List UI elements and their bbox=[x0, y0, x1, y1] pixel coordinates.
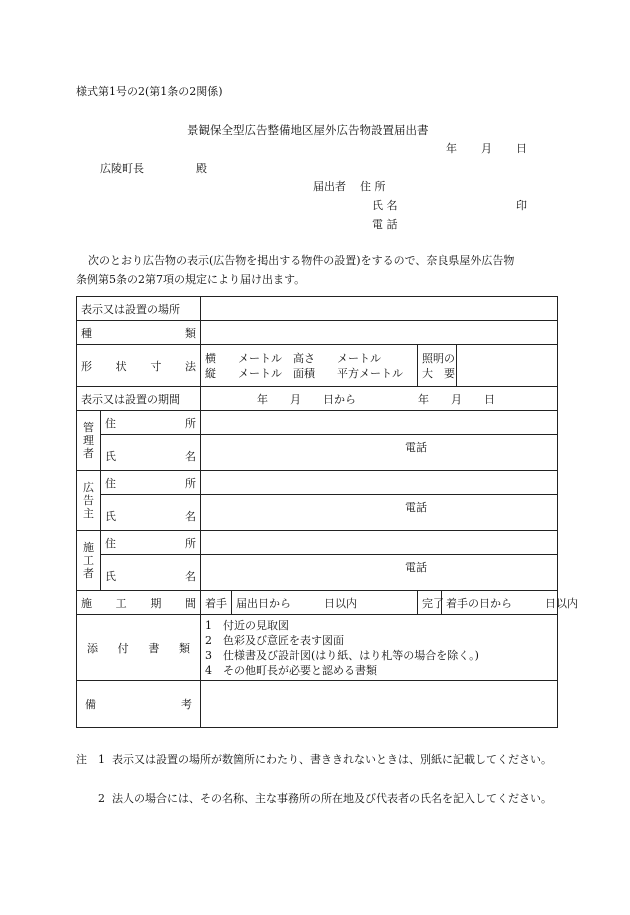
manager-name-field[interactable] bbox=[201, 435, 558, 471]
attachment-item: 1 付近の見取図 bbox=[205, 618, 289, 632]
form-table bbox=[76, 296, 578, 728]
period-to: 年 月 日 bbox=[418, 392, 495, 406]
attachment-item: 3 仕様書及び設計図(はり紙、はり札等の場合を除く。) bbox=[205, 648, 479, 662]
contractor-label: 施 工 者 bbox=[77, 531, 101, 591]
lighting-field[interactable] bbox=[457, 345, 558, 387]
manager-address-field[interactable] bbox=[201, 411, 558, 435]
date-year-label: 年 bbox=[446, 142, 457, 155]
form-number: 様式第1号の2(第1条の2関係) bbox=[76, 85, 223, 98]
date-month-label: 月 bbox=[481, 142, 492, 155]
note-2 bbox=[76, 789, 556, 808]
notes-label: 注 bbox=[76, 753, 87, 766]
complete-label: 完了 bbox=[418, 591, 442, 615]
advertiser-name-row bbox=[77, 495, 558, 531]
manager-label: 管 理 者 bbox=[77, 411, 101, 471]
contractor-address-row bbox=[77, 531, 558, 555]
attachment-item: 2 色彩及び意匠を表す図面 bbox=[205, 633, 344, 647]
advertiser-name-label: 氏 名 bbox=[101, 495, 201, 531]
remarks-label: 備 考 bbox=[77, 681, 201, 728]
attachment-item: 4 その他町長が必要と認める書類 bbox=[205, 663, 377, 677]
shape-row bbox=[77, 345, 558, 387]
shape-dimensions-field[interactable] bbox=[201, 345, 418, 387]
period-field[interactable] bbox=[201, 387, 558, 411]
location-field[interactable] bbox=[201, 297, 558, 321]
note-1 bbox=[76, 750, 556, 769]
note-1-number: 1 bbox=[98, 753, 105, 766]
addressee: 広陵町長 bbox=[100, 162, 144, 175]
lighting-label: 照明の 大 要 bbox=[418, 345, 457, 387]
intro-line-2: 条例第5条の2第7項の規定により届け出ます。 bbox=[76, 273, 306, 286]
applicant-name-label: 氏 名 bbox=[372, 199, 398, 212]
manager-name-row bbox=[77, 435, 558, 471]
manager-name-label: 氏 名 bbox=[101, 435, 201, 471]
manager-address-label: 住 所 bbox=[101, 411, 201, 435]
attachments-list bbox=[201, 615, 558, 681]
document-title: 景観保全型広告整備地区屋外広告物設置届出書 bbox=[187, 123, 429, 137]
date-day-label: 日 bbox=[516, 142, 527, 155]
contractor-name-label: 氏 名 bbox=[101, 555, 201, 591]
type-row bbox=[77, 321, 558, 345]
contractor-name-row bbox=[77, 555, 558, 591]
remarks-field[interactable] bbox=[201, 681, 558, 728]
attachments-row bbox=[77, 615, 558, 681]
type-label: 種 類 bbox=[77, 321, 201, 345]
applicant-address-label: 住 所 bbox=[360, 180, 386, 193]
type-field[interactable] bbox=[201, 321, 558, 345]
advertiser-address-label: 住 所 bbox=[101, 471, 201, 495]
note-2-text: 法人の場合には、その名称、主な事務所の所在地及び代表者の氏名を記入してください。 bbox=[112, 792, 552, 805]
location-row bbox=[77, 297, 558, 321]
manager-phone-label: 電話 bbox=[405, 441, 427, 454]
start-field[interactable]: 届出日から 日以内 bbox=[232, 591, 418, 615]
contractor-phone-label: 電話 bbox=[405, 561, 427, 574]
honorific: 殿 bbox=[196, 162, 207, 175]
advertiser-address-row bbox=[77, 471, 558, 495]
attachments-label: 添 付 書 類 bbox=[77, 615, 201, 681]
period-from: 年 月 日から bbox=[257, 392, 356, 406]
note-1-text: 表示又は設置の場所が数箇所にわたり、書ききれないときは、別紙に記載してください。 bbox=[112, 753, 552, 766]
intro-line-1: 次のとおり広告物の表示(広告物を掲出する物件の設置)をするので、奈良県屋外広告物 bbox=[88, 254, 515, 267]
contractor-address-label: 住 所 bbox=[101, 531, 201, 555]
shape-row-2: 縦 メートル 面積 平方メートル bbox=[205, 366, 403, 380]
location-label: 表示又は設置の場所 bbox=[77, 297, 201, 321]
shape-row-1: 横 メートル 高さ メートル bbox=[205, 351, 381, 365]
construction-period-label: 施 工 期 間 bbox=[77, 591, 201, 615]
manager-address-row bbox=[77, 411, 558, 435]
period-label: 表示又は設置の期間 bbox=[77, 387, 201, 411]
applicant-label: 届出者 bbox=[313, 180, 346, 193]
shape-label: 形 状 寸 法 bbox=[77, 345, 201, 387]
contractor-address-field[interactable] bbox=[201, 531, 558, 555]
advertiser-label: 広 告 主 bbox=[77, 471, 101, 531]
complete-field[interactable]: 着手の日から 日以内 bbox=[442, 591, 558, 615]
advertiser-name-field[interactable] bbox=[201, 495, 558, 531]
construction-period-row bbox=[77, 591, 558, 615]
seal-label: 印 bbox=[516, 199, 527, 212]
period-row bbox=[77, 387, 558, 411]
note-2-number: 2 bbox=[98, 792, 105, 805]
advertiser-phone-label: 電話 bbox=[405, 501, 427, 514]
contractor-name-field[interactable] bbox=[201, 555, 558, 591]
applicant-phone-label: 電 話 bbox=[372, 218, 398, 231]
start-label: 着手 bbox=[201, 591, 232, 615]
remarks-row bbox=[77, 681, 558, 728]
advertiser-address-field[interactable] bbox=[201, 471, 558, 495]
